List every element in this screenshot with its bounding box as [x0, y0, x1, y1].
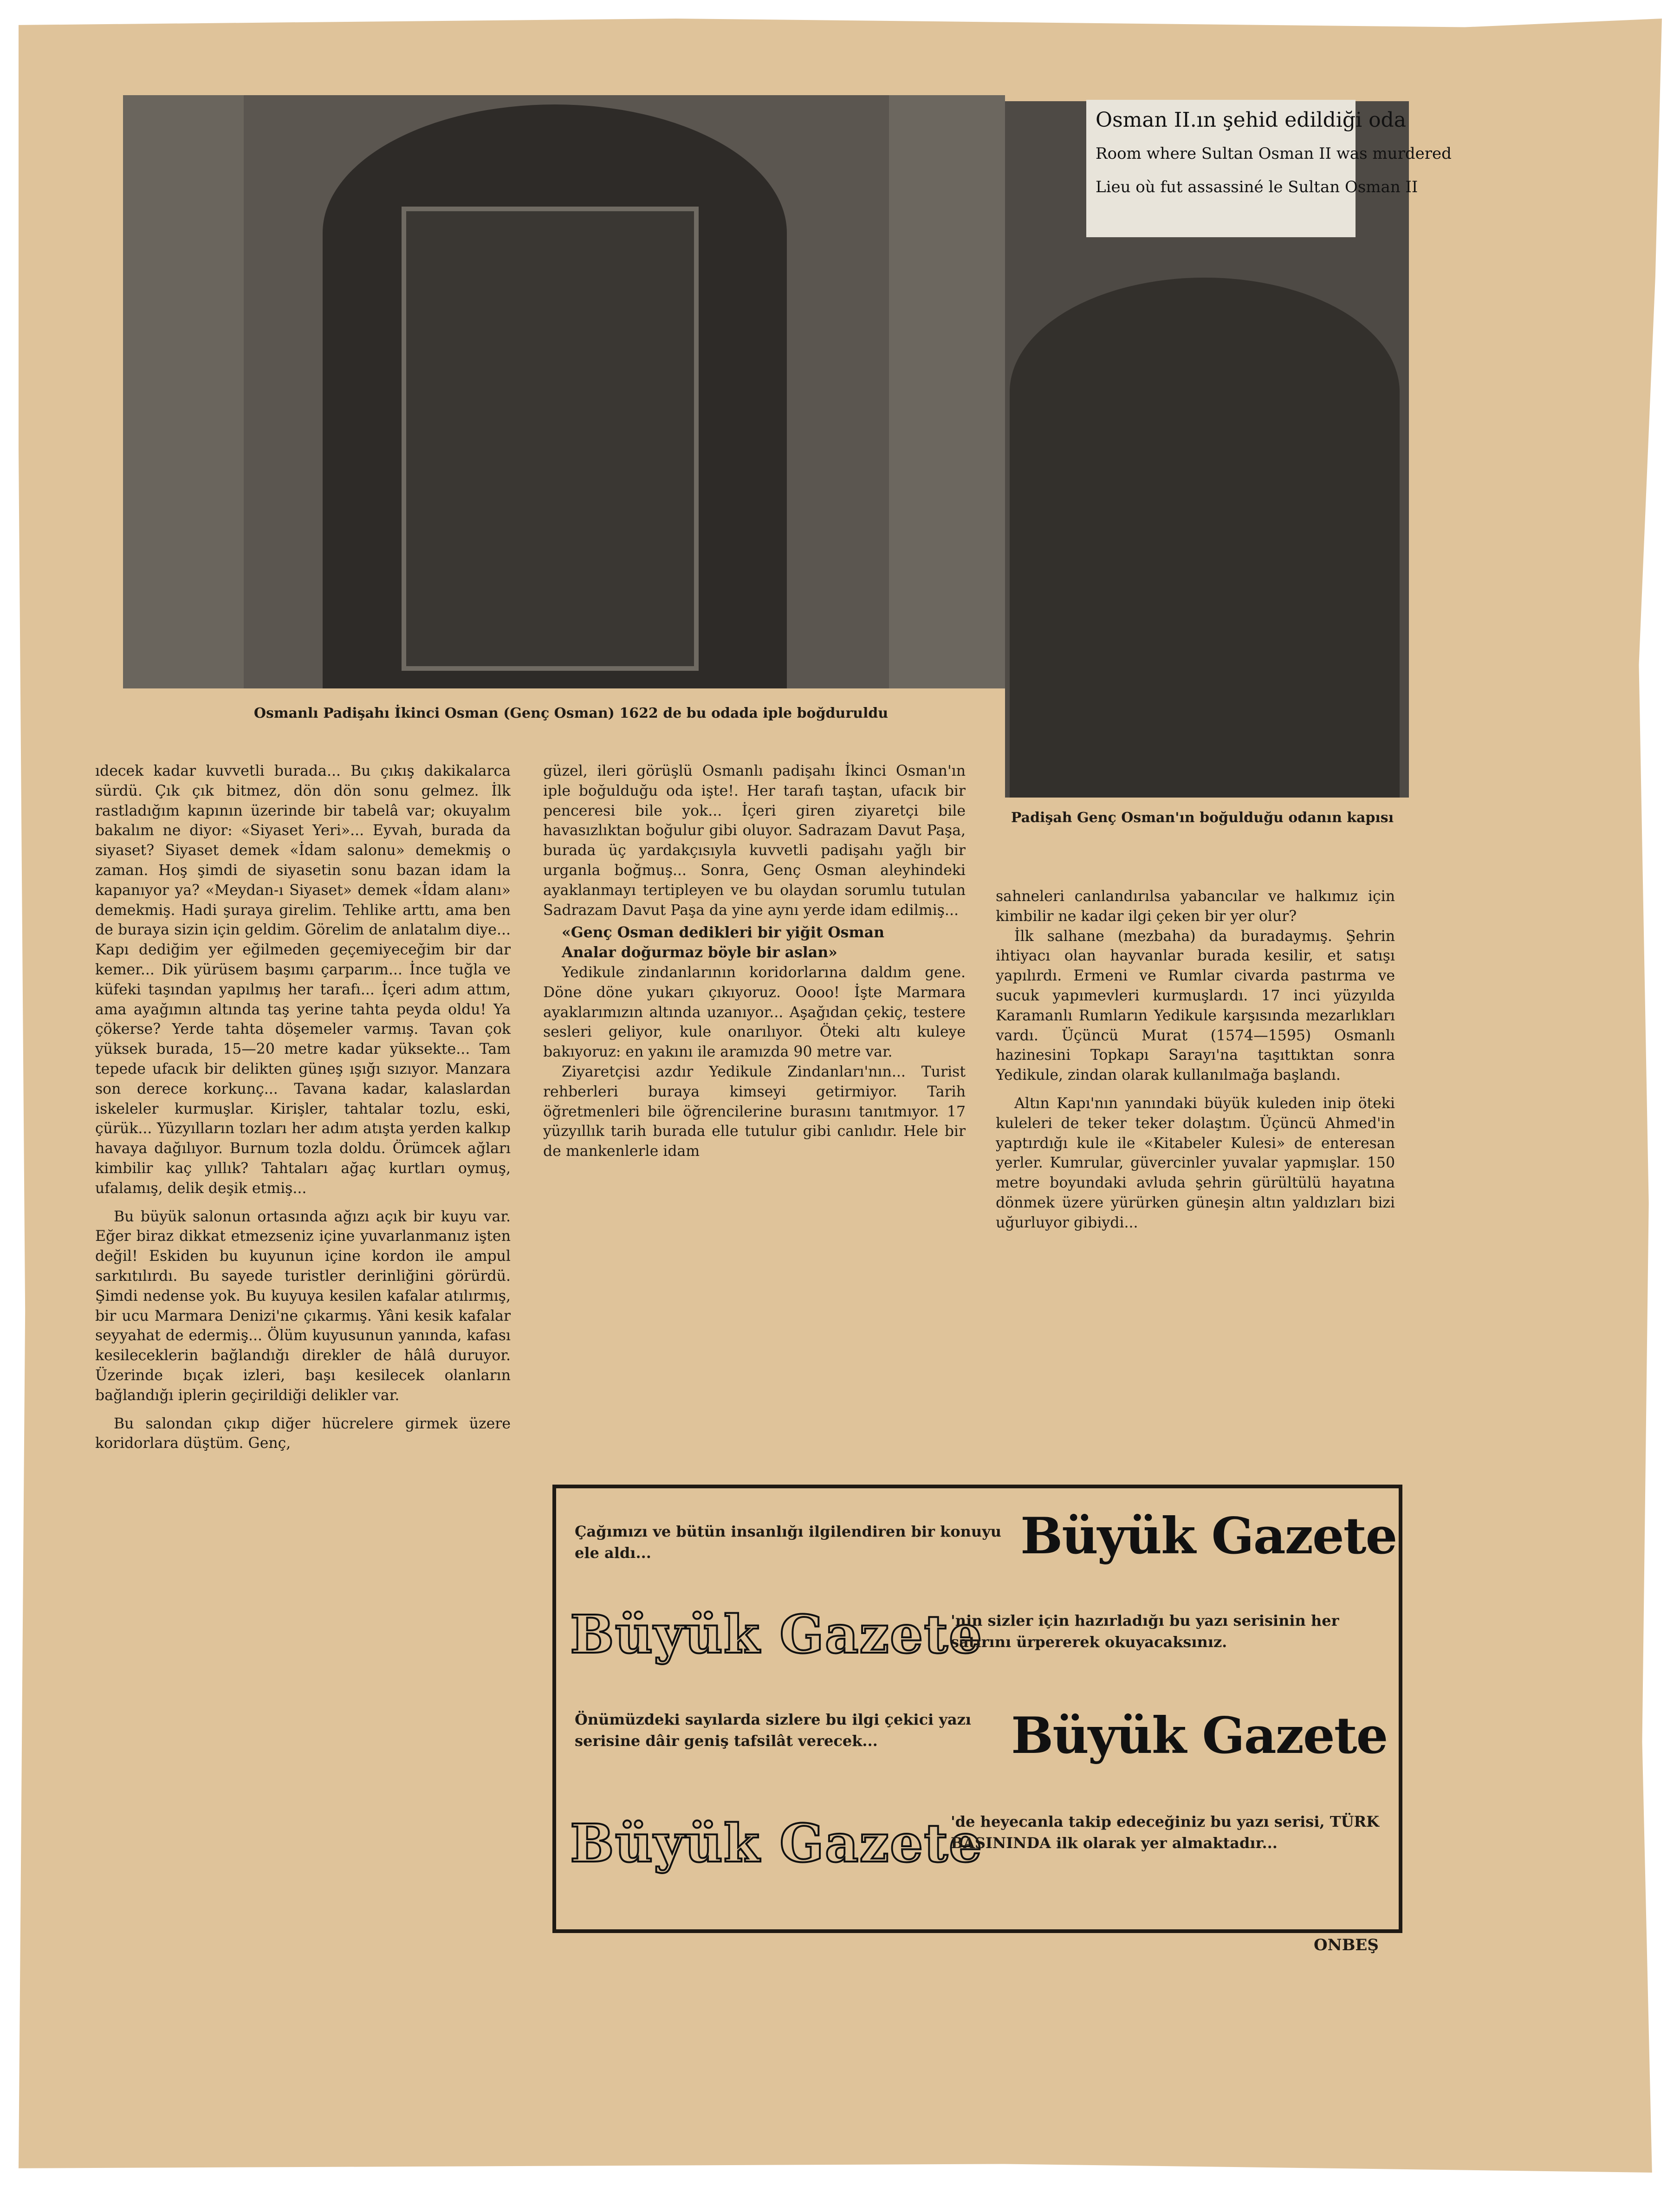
brand-logo: Büyük Gazete	[1020, 1507, 1397, 1565]
paragraph: sahneleri canlandırılsa yabancılar ve halkımız için kimbilir ne kadar ilgi çeken bir yer olur?	[996, 888, 1395, 925]
paragraph: Bu büyük salonun ortasında ağızı açık bir kuyu var. Eğer biraz dikkat etmezseniz içine yuvarlanmanız işten değil! Eskiden bu kuyunun içine kordon ile ampul sarkıtılırdı. Bu sayede turistler derinliğini görürdü. Şimdi nedense yok. Bu kuyuya kesilen kafalar atılırmış, bir ucu Marmara Denizi'ne çıkarmış. Yâni kesik kafalar seyyahat de edermiş... Ölüm kuyusunun yanında, kafası kesileceklerin bağlandığı direkler de hâlâ duruyor. Üzerinde bıçak izleri, başı kesilecek olanların bağlandığı iplerin geçirildiği delikler var.	[95, 1208, 511, 1404]
brand-logo: Büyük Gazete	[1011, 1706, 1388, 1765]
brand-logo-outline: Büyük Gazete	[570, 1813, 983, 1874]
paragraph: güzel, ileri görüşlü Osmanlı padişahı İkinci Osman'ın iple boğulduğu oda işte!. Her tarafı taştan, ufacık bir penceresi bile yok... İçeri giren ziyaretçi bile havasızlıktan boğulur gibi oluyor. Sadrazam Davut Paşa, burada üç yardakçısıyla kuvvetli padişahı yağlı bir urganla boğmuş... Sonra, Genç Osman aleyhindeki ayaklanmayı tertipleyen ve bu olaydan sorumlu tutulan Sadrazam Davut Paşa da yine aynı yerde idam edilmiş...	[543, 763, 966, 919]
ad-text-4: 'de heyecanla takip edeceğiniz bu yazı serisi, TÜRK BASININDA ilk olarak yer almaktadır...	[951, 1813, 1379, 1852]
buyuk-gazete-advertisement	[552, 1485, 1402, 1933]
ad-text-1: Çağımızı ve bütün insanlığı ilgilendiren bir konuyu ele aldı...	[575, 1523, 1002, 1562]
sign-line: Osman II.ın şehid edildiği oda	[1096, 108, 1406, 132]
brand-logo-outline: Büyük Gazete	[570, 1604, 983, 1665]
murder-room-sign	[1086, 100, 1452, 237]
sign-line: Room where Sultan Osman II was murdered	[1096, 144, 1452, 163]
verse-line: «Genç Osman dedikleri bir yiğit Osman	[562, 924, 885, 941]
paragraph: İlk salhane (mezbaha) da buradaymış. Şehrin ihtiyacı olan hayvanlar burada kesilir, et satışı yapılırdı. Ermeni ve Rumlar civarda pastırma ve sucuk yapımevleri kurmuşlardı. 17 inci yüzyılda Karamanlı Rumların Yedikule karşısında mezarlıkları vardı. Üçüncü Murat (1574—1595) Osmanlı hazinesini Topkapı Sarayı'na taşıttıktan sonra Yedikule, zindan olarak kullanılmağa başlandı.	[996, 928, 1395, 1084]
page-number: ONBEŞ	[1314, 1936, 1379, 1954]
verse-line: Analar doğurmaz böyle bir aslan»	[562, 944, 837, 961]
paragraph: Altın Kapı'nın yanındaki büyük kuleden inip öteki kuleleri de teker teker dolaştım. Üçüncü Ahmed'in yaptırdığı kule ile «Kitabeler Kulesi» de enteresan yerler. Kumrular, güvercinler yuvalar yapmışlar. 150 metre boyundaki avluda şehrin gürültülü hayatına dönmek üzere yürürken güneşin altın yaldızları bizi uğurluyor gibiydi...	[996, 1095, 1395, 1231]
ad-text-3: Önümüzdeki sayılarda sizlere bu ilgi çekici yazı serisine dâir geniş tafsilât verecek...	[575, 1711, 971, 1750]
article-column-1	[95, 761, 511, 1453]
article-column-2	[543, 761, 966, 1161]
paragraph: Ziyaretçisi azdır Yedikule Zindanları'nın... Turist rehberleri buraya kimseyi getirmiyor. Tarih öğretmenleri bile öğrencilerine burasını tanıtmıyor. 17 yüzyıllık tarih burada elle tutulur gibi canlıdır. Hele bir de mankenlerle idam	[543, 1063, 966, 1160]
paragraph: Yedikule zindanlarının koridorlarına daldım gene. Döne döne yukarı çıkıyoruz. Oooo! İşte Marmara ayaklarımızın altında uzanıyor... Aşağıdan çekiç, testere sesleri geliyor, kule onarılıyor. Öteki altı kuleye bakıyoruz: en yakını ile aramızda 90 metre var.	[543, 964, 966, 1061]
ad-text-2: 'nin sizler için hazırladığı bu yazı serisinin her satırını ürpererek okuyacaksınız.	[951, 1612, 1339, 1651]
sign-line: Lieu où fut assassiné le Sultan Osman II	[1096, 178, 1418, 196]
left-photo-caption: Osmanlı Padişahı İkinci Osman (Genç Osman) 1622 de bu odada iple boğduruldu	[253, 705, 889, 721]
dungeon-room-photo	[123, 95, 1005, 688]
article-column-3	[996, 887, 1395, 1233]
paragraph: ıdecek kadar kuvvetli burada... Bu çıkış dakikalarca sürdü. Çık çık bitmez, dön dön sonu gelmez. İlk rastladığım kapının üzerinde bir tabelâ var; okuyalım bakalım ne diyor: «Siyaset Yeri»... Eyvah, burada da siyaset? Siyaset demek «İdam salonu» demekmiş o zaman. Hoş şimdi de siyasetin sonu bazan idam la kapanıyor ya? «Meydan-ı Siyaset» demek «İdam alanı» demekmiş. Hadi şuraya girelim. Tehlike arttı, ama ben de buraya sizin için geldim. Görelim de anlatalım diye... Kapı dediğim yer eğilmeden geçemiyeceğim bir dar kemer... Dik yürüsem başımı çarparım... İnce tuğla ve küfeki taşından yapılmış her tarafı... İçeri adım attım, ama ayağımın altında taş yerine tahta peyda oldu! Ya çökerse? Yerde tahta döşemeler varmış. Tavan çok yüksek burada, 15—20 metre kadar yüksekte... Tam tepede ufacık bir delikten güneş ışığı sızıyor. Manzara son derece korkunç... Tavana kadar, kalaslardan iskeleler kurmuşlar. Kirişler, tahtalar tozlu, eski, çürük... Yüzyılların tozları her adım atışta yerden kalkıp havaya dağılıyor. Burnum tozla doldu. Örümcek ağları kimbilir kaç yıllık? Tahtaları ağaç kurtları oymuş, ufalamış, delik deşik etmiş...	[95, 763, 511, 1197]
paragraph: Bu salondan çıkıp diğer hücrelere girmek üzere koridorlara düştüm. Genç,	[95, 1415, 511, 1452]
right-photo-caption: Padişah Genç Osman'ın boğulduğu odanın kapısı	[1011, 810, 1394, 826]
